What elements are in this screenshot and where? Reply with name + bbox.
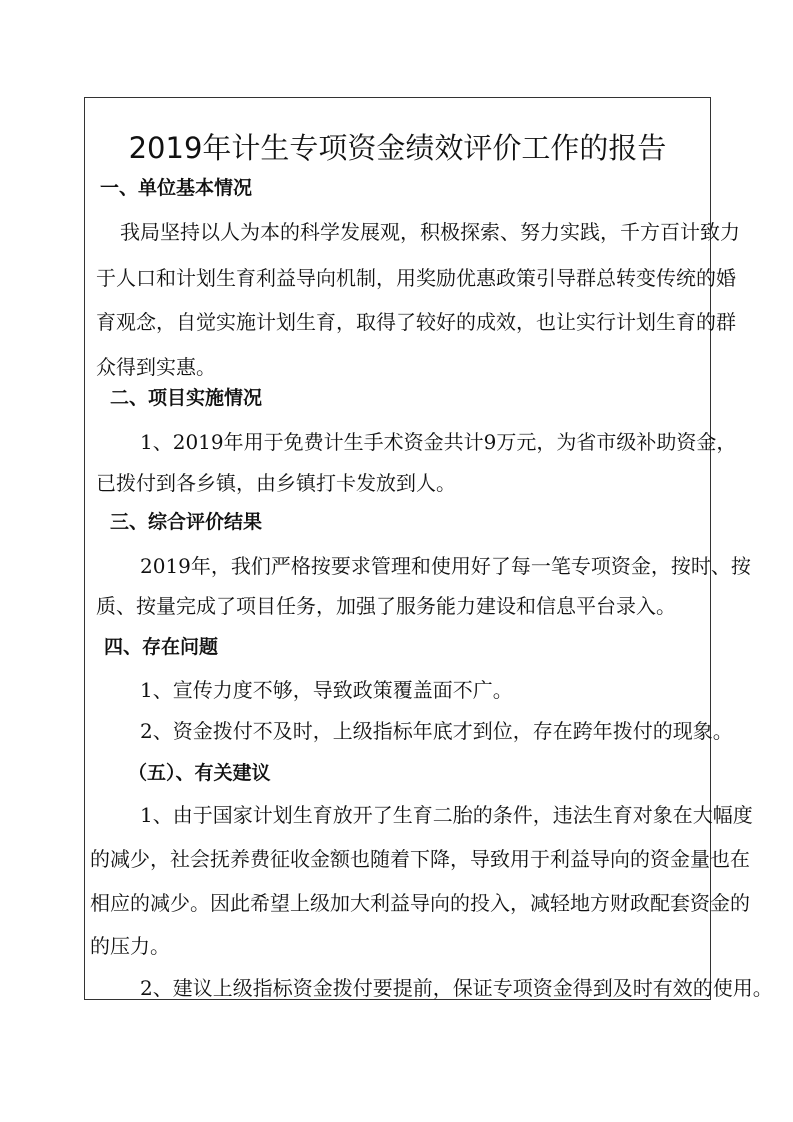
paragraph-line: 2、资金拨付不及时，上级指标年底才到位，存在跨年拨付的现象。 — [140, 719, 733, 743]
paragraph-line: 相应的减少。因此希望上级加大利益导向的投入，减轻地方财政配套资金的 — [90, 891, 750, 915]
paragraph-line: 已拨付到各乡镇，由乡镇打卡发放到人。 — [96, 471, 456, 495]
document-title: 2019年计生专项资金绩效评价工作的报告 — [128, 131, 667, 165]
paragraph-line: 质、按量完成了项目任务，加强了服务能力建设和信息平台录入。 — [96, 594, 676, 618]
paragraph-line: 于人口和计划生育利益导向机制，用奖励优惠政策引导群总转变传统的婚 — [96, 266, 736, 290]
section-heading-3: 三、综合评价结果 — [110, 511, 263, 533]
section-heading-5: （五）、有关建议 — [128, 762, 271, 784]
paragraph-line: 众得到实惠。 — [96, 355, 216, 379]
section-heading-1: 一、单位基本情况 — [100, 177, 253, 199]
paragraph-line: 1、2019年用于免费计生手术资金共计9万元，为省市级补助资金， — [140, 430, 737, 454]
paragraph-line: 2019年，我们严格按要求管理和使用好了每一笔专项资金，按时、按 — [140, 554, 751, 578]
paragraph-line: 1、宣传力度不够，导致政策覆盖面不广。 — [140, 678, 513, 702]
section-heading-4: 四、存在问题 — [104, 636, 219, 658]
paragraph-line: 的减少，社会抚养费征收金额也随着下降，导致用于利益导向的资金量也在 — [90, 847, 750, 871]
paragraph-line: 我局坚持以人为本的科学发展观，积极探索、努力实践，千方百计致力 — [120, 220, 740, 244]
paragraph-line: 育观念，自觉实施计划生育，取得了较好的成效，也让实行计划生育的群 — [96, 310, 736, 334]
section-heading-2: 二、项目实施情况 — [110, 387, 263, 409]
paragraph-line: 2、建议上级指标资金拨付要提前，保证专项资金得到及时有效的使用。 — [140, 976, 773, 1000]
paragraph-line: 1、由于国家计划生育放开了生育二胎的条件，违法生育对象在大幅度 — [140, 803, 753, 827]
paragraph-line: 的压力。 — [90, 934, 170, 958]
